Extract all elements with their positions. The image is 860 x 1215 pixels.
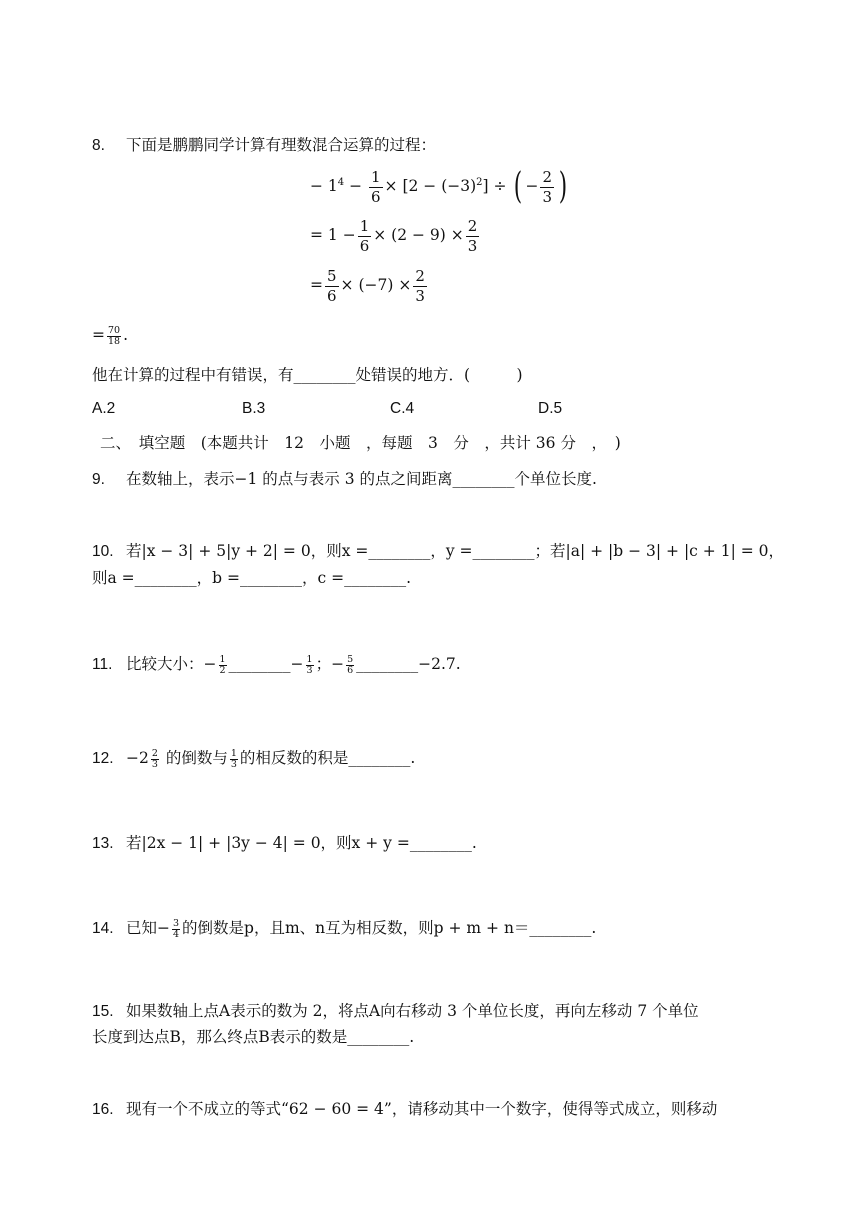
question-11 (92, 648, 461, 681)
question-text: 现有一个不成立的等式“62 − 60 = 4”，请移动其中一个数字，使得等式成立，则移动 (126, 1100, 718, 1118)
expr-text: × (2 − 9) × (373, 226, 464, 244)
calc-result (92, 320, 128, 350)
expr-text: ] ÷ (482, 177, 512, 196)
calc-line-2 (310, 212, 481, 258)
fraction: $\frac{5}{6}$ (347, 654, 354, 676)
question-number: 9. (92, 471, 105, 488)
question-text: 下面是鹏鹏同学计算有理数混合运算的过程： (126, 136, 437, 154)
fraction: $\frac{3}{4}$ (173, 918, 180, 940)
fraction: $\frac{1}{6}$ (359, 216, 370, 255)
question-number: 13. (92, 835, 114, 852)
paren-right: ) (558, 166, 568, 208)
fraction: $\frac{2}{3}$ (151, 748, 158, 770)
expr-text: 已知− (126, 919, 170, 937)
fraction: $\frac{2}{3}$ (542, 167, 553, 206)
expr-text: 比较大小：− (126, 655, 217, 673)
question-number: 10. (92, 543, 114, 560)
fraction: $\frac{1}{6}$ (371, 167, 381, 206)
expr-text: ________− (228, 655, 304, 673)
question-15 (92, 1000, 699, 1023)
question-14 (92, 912, 596, 945)
question-text: 若|2x − 1| + |3y − 4| = 0，则x + y =________. (126, 834, 477, 852)
question-number: 8. (92, 137, 105, 154)
fraction: $\frac{1}{2}$ (219, 654, 226, 676)
question-text: 若|x − 3| + 5|y + 2| = 0，则x =________，y =________；若|a| + |b − 3| + |c + 1| = 0， (126, 542, 784, 560)
question-8 (92, 134, 436, 157)
calc-line-1 (310, 160, 570, 209)
expr-text: = (92, 326, 105, 344)
expr-text: = (310, 276, 323, 294)
expr-text: 的倒数是p，且m、n互为相反数，则p + m + n＝________. (182, 919, 597, 937)
expr-text: = 1 − (310, 226, 356, 244)
question-number: 12. (92, 750, 114, 767)
fraction: $\frac{5}{6}$ (327, 266, 337, 305)
question-number: 11. (92, 656, 113, 673)
expr-text: 的相反数的积是________. (239, 749, 416, 767)
question-8-prompt: 他在计算的过程中有错误，有________处错误的地方．( ) (92, 366, 523, 384)
expr-text: × [2 − (−3) (384, 177, 477, 196)
option-b: B.3 (242, 400, 266, 417)
question-text: 如果数轴上点A表示的数为 2，将点A向右移动 3 个单位长度，再向左移动 7 个单位 (126, 1002, 699, 1020)
exponent: 4 (337, 177, 345, 188)
calc-line-3 (310, 262, 429, 308)
expr-text: . (123, 326, 129, 344)
option-a: A.2 (92, 400, 116, 417)
fraction: $\frac{70}{18}$ (108, 325, 121, 347)
expr-text: −2 (126, 749, 149, 767)
fraction: $\frac{2}{3}$ (415, 266, 425, 305)
question-16 (92, 1098, 717, 1121)
expr-text: ________−2.7. (356, 655, 461, 673)
expr-text: − (344, 177, 367, 196)
expr-text: × (−7) × (340, 276, 412, 294)
section-header: 二、 填空题 (本题共计 12 小题 ，每题 3 分 ，共计 36 分 ， ) (100, 434, 621, 452)
fraction: $\frac{1}{3}$ (230, 748, 237, 770)
fraction: $\frac{2}{3}$ (467, 216, 478, 255)
exponent: 2 (476, 177, 483, 188)
question-9 (92, 468, 597, 491)
question-text: 在数轴上，表示−1 的点与表示 3 的点之间距离________个单位长度. (126, 470, 597, 488)
option-c: C.4 (390, 400, 415, 417)
question-13 (92, 832, 477, 855)
expr-text: ；− (315, 655, 345, 673)
paren-left: ( (514, 166, 523, 208)
question-12 (92, 742, 415, 775)
option-d: D.5 (538, 400, 563, 417)
question-10-line-2: 则a =________，b =________，c =________. (92, 569, 412, 587)
question-number: 15. (92, 1003, 114, 1020)
question-10 (92, 540, 784, 563)
question-number: 16. (92, 1101, 114, 1118)
expr-text: − 1 (310, 177, 338, 196)
question-15-line-2: 长度到达点B，那么终点B表示的数是________. (92, 1028, 415, 1046)
question-number: 14. (92, 920, 114, 937)
minus-sign: − (525, 177, 539, 196)
fraction: $\frac{1}{3}$ (306, 654, 313, 676)
expr-text: 的倒数与 (160, 749, 228, 767)
